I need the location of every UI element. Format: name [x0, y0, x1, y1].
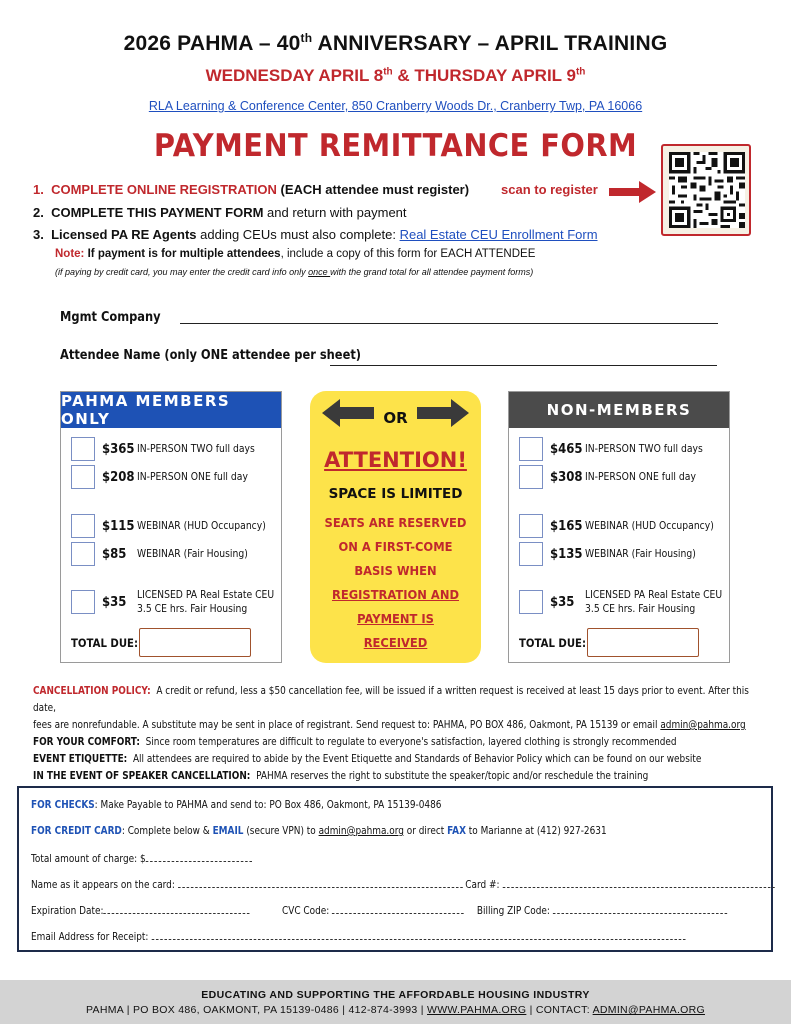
receipt-email-line: Email Address for Receipt: — [31, 930, 685, 943]
card-name-line: Name as it appears on the card: Card #: — [31, 878, 774, 891]
member-option: $365 IN-PERSON TWO full days — [71, 437, 271, 461]
footer-tagline: EDUCATING AND SUPPORTING THE AFFORDABLE HOUSING INDUSTRY — [201, 989, 590, 1001]
member-option: $115 WEBINAR (HUD Occupancy) — [71, 514, 283, 538]
member-option: $85 WEBINAR (Fair Housing) — [71, 542, 263, 566]
nonmembers-total-input[interactable] — [587, 628, 699, 657]
nonmember-option: $35 LICENSED PA Real Estate CEU 3.5 CE hrs. Fair Housing — [519, 588, 741, 616]
cancellation-policy: CANCELLATION POLICY: A credit or refund, less a $50 cancellation fee, will be issued if a written request is received at least 15 days prior to event. After this date, — [33, 685, 749, 714]
etiquette-note: EVENT ETIQUETTE: All attendees are required to abide by the Event Etiquette and Standards of Behavior Policy which can be found on our website — [33, 753, 702, 765]
step-1: 1. COMPLETE ONLINE REGISTRATION (EACH attendee must register) — [33, 182, 470, 197]
checkbox[interactable] — [519, 514, 543, 538]
checkbox[interactable] — [71, 465, 95, 489]
members-total-input[interactable] — [139, 628, 251, 657]
attention-heading: ATTENTION! — [324, 448, 467, 472]
seats-notice: SEATS ARE RESERVED ON A FIRST-COME BASIS WHEN REGISTRATION AND PAYMENT IS RECEIVED — [324, 515, 467, 650]
space-limited: SPACE IS LIMITED — [328, 486, 463, 502]
website-link[interactable]: WWW.PAHMA.ORG — [426, 1004, 527, 1016]
ceu-enrollment-link[interactable]: Real Estate CEU Enrollment Form — [399, 227, 598, 242]
admin-email-link[interactable]: admin@pahma.org — [660, 719, 746, 731]
cancellation-policy-cont: fees are nonrefundable. A substitute may be sent in place of registrant. Send request to: PAHMA, PO BOX 486, Oakmont, PA 15139 or email admin@pahma.org — [33, 719, 746, 731]
members-total-label: TOTAL DUE: — [71, 636, 139, 650]
card-number-field[interactable] — [502, 878, 774, 888]
checkbox[interactable] — [519, 542, 543, 566]
checkbox[interactable] — [519, 590, 543, 614]
attention-box — [310, 391, 481, 663]
comfort-note: FOR YOUR COMFORT: Since room temperatures are difficult to regulate to everyone's satisfaction, layered clothing is strongly recommended — [33, 736, 677, 748]
total-charge-field[interactable] — [146, 852, 252, 862]
attendee-name-label: Attendee Name (only ONE attendee per sheet) — [60, 348, 362, 363]
arrow-right-icon — [609, 180, 657, 204]
checkbox[interactable] — [519, 465, 543, 489]
arrow-right-icon — [417, 398, 469, 428]
qr-code-icon — [669, 152, 745, 228]
nonmember-option: $165 WEBINAR (HUD Occupancy) — [519, 514, 731, 538]
expiration-line: Expiration Date: CVC Code: Billing ZIP Code: — [31, 904, 727, 917]
cvc-field[interactable] — [332, 904, 464, 914]
nonmember-option: $135 WEBINAR (Fair Housing) — [519, 542, 711, 566]
nonmember-option: $308 IN-PERSON ONE full day — [519, 465, 711, 489]
note-credit-card: (if paying by credit card, you may enter the credit card info only once with the grand total for all attendee payment forms) — [55, 267, 534, 277]
checkbox[interactable] — [71, 514, 95, 538]
or-label: OR — [383, 409, 408, 427]
member-option: $35 LICENSED PA Real Estate CEU 3.5 CE hrs. Fair Housing — [71, 588, 293, 616]
checkbox[interactable] — [71, 437, 95, 461]
qr-code[interactable] — [661, 144, 751, 236]
step-3: 3. Licensed PA RE Agents adding CEUs must also complete: Real Estate CEU Enrollment Form — [33, 227, 598, 242]
members-panel — [60, 391, 282, 663]
payment-box — [17, 786, 773, 952]
venue-link[interactable]: RLA Learning & Conference Center, 850 Cranberry Woods Dr., Cranberry Twp, PA 16066 — [148, 99, 643, 113]
event-dates: WEDNESDAY APRIL 8th & THURSDAY APRIL 9th — [205, 66, 586, 85]
zip-field[interactable] — [553, 904, 727, 914]
member-option: $208 IN-PERSON ONE full day — [71, 465, 263, 489]
checks-line: FOR CHECKS: Make Payable to PAHMA and send to: PO Box 486, Oakmont, PA 15139-0486 — [31, 799, 442, 811]
checkbox[interactable] — [71, 590, 95, 614]
nonmembers-panel — [508, 391, 730, 663]
members-heading: PAHMA MEMBERS ONLY — [61, 392, 281, 428]
mgmt-company-field[interactable] — [180, 323, 718, 324]
footer — [0, 980, 791, 1024]
nonmembers-total-label: TOTAL DUE: — [519, 636, 587, 650]
contact-email-link[interactable]: ADMIN@PAHMA.ORG — [592, 1004, 705, 1016]
speaker-note: IN THE EVENT OF SPEAKER CANCELLATION: PAHMA reserves the right to substitute the speaker/topic and/or reschedule the training — [33, 770, 649, 782]
expiration-field[interactable] — [103, 904, 249, 914]
mgmt-company-label: Mgmt Company — [60, 310, 161, 325]
cc-email-link[interactable]: admin@pahma.org — [318, 825, 404, 837]
page-title: 2026 PAHMA – 40th ANNIVERSARY – APRIL TRAINING — [123, 31, 668, 55]
step-2: 2. COMPLETE THIS PAYMENT FORM and return with payment — [33, 205, 407, 220]
checkbox[interactable] — [519, 437, 543, 461]
note: Note: If payment is for multiple attendees, include a copy of this form for EACH ATTENDEE — [55, 248, 536, 260]
nonmember-option: $465 IN-PERSON TWO full days — [519, 437, 719, 461]
footer-contact: PAHMA | PO BOX 486, OAKMONT, PA 15139-0486 | 412-874-3993 | WWW.PAHMA.ORG | CONTACT: ADMIN@PAHMA.ORG — [86, 1004, 705, 1016]
card-name-field[interactable] — [178, 878, 463, 888]
receipt-email-field[interactable] — [151, 930, 685, 940]
attendee-name-field[interactable] — [330, 365, 717, 366]
total-charge-line: Total amount of charge: $ — [31, 852, 252, 865]
form-title: PAYMENT REMITTANCE FORM — [153, 128, 638, 164]
policies — [33, 683, 764, 785]
credit-card-line: FOR CREDIT CARD: Complete below & EMAIL (secure VPN) to admin@pahma.org or direct FAX to Marianne at (412) 927-2631 — [31, 825, 607, 837]
checkbox[interactable] — [71, 542, 95, 566]
scan-to-register-label: scan to register — [501, 182, 598, 197]
nonmembers-heading: NON-MEMBERS — [509, 392, 729, 428]
